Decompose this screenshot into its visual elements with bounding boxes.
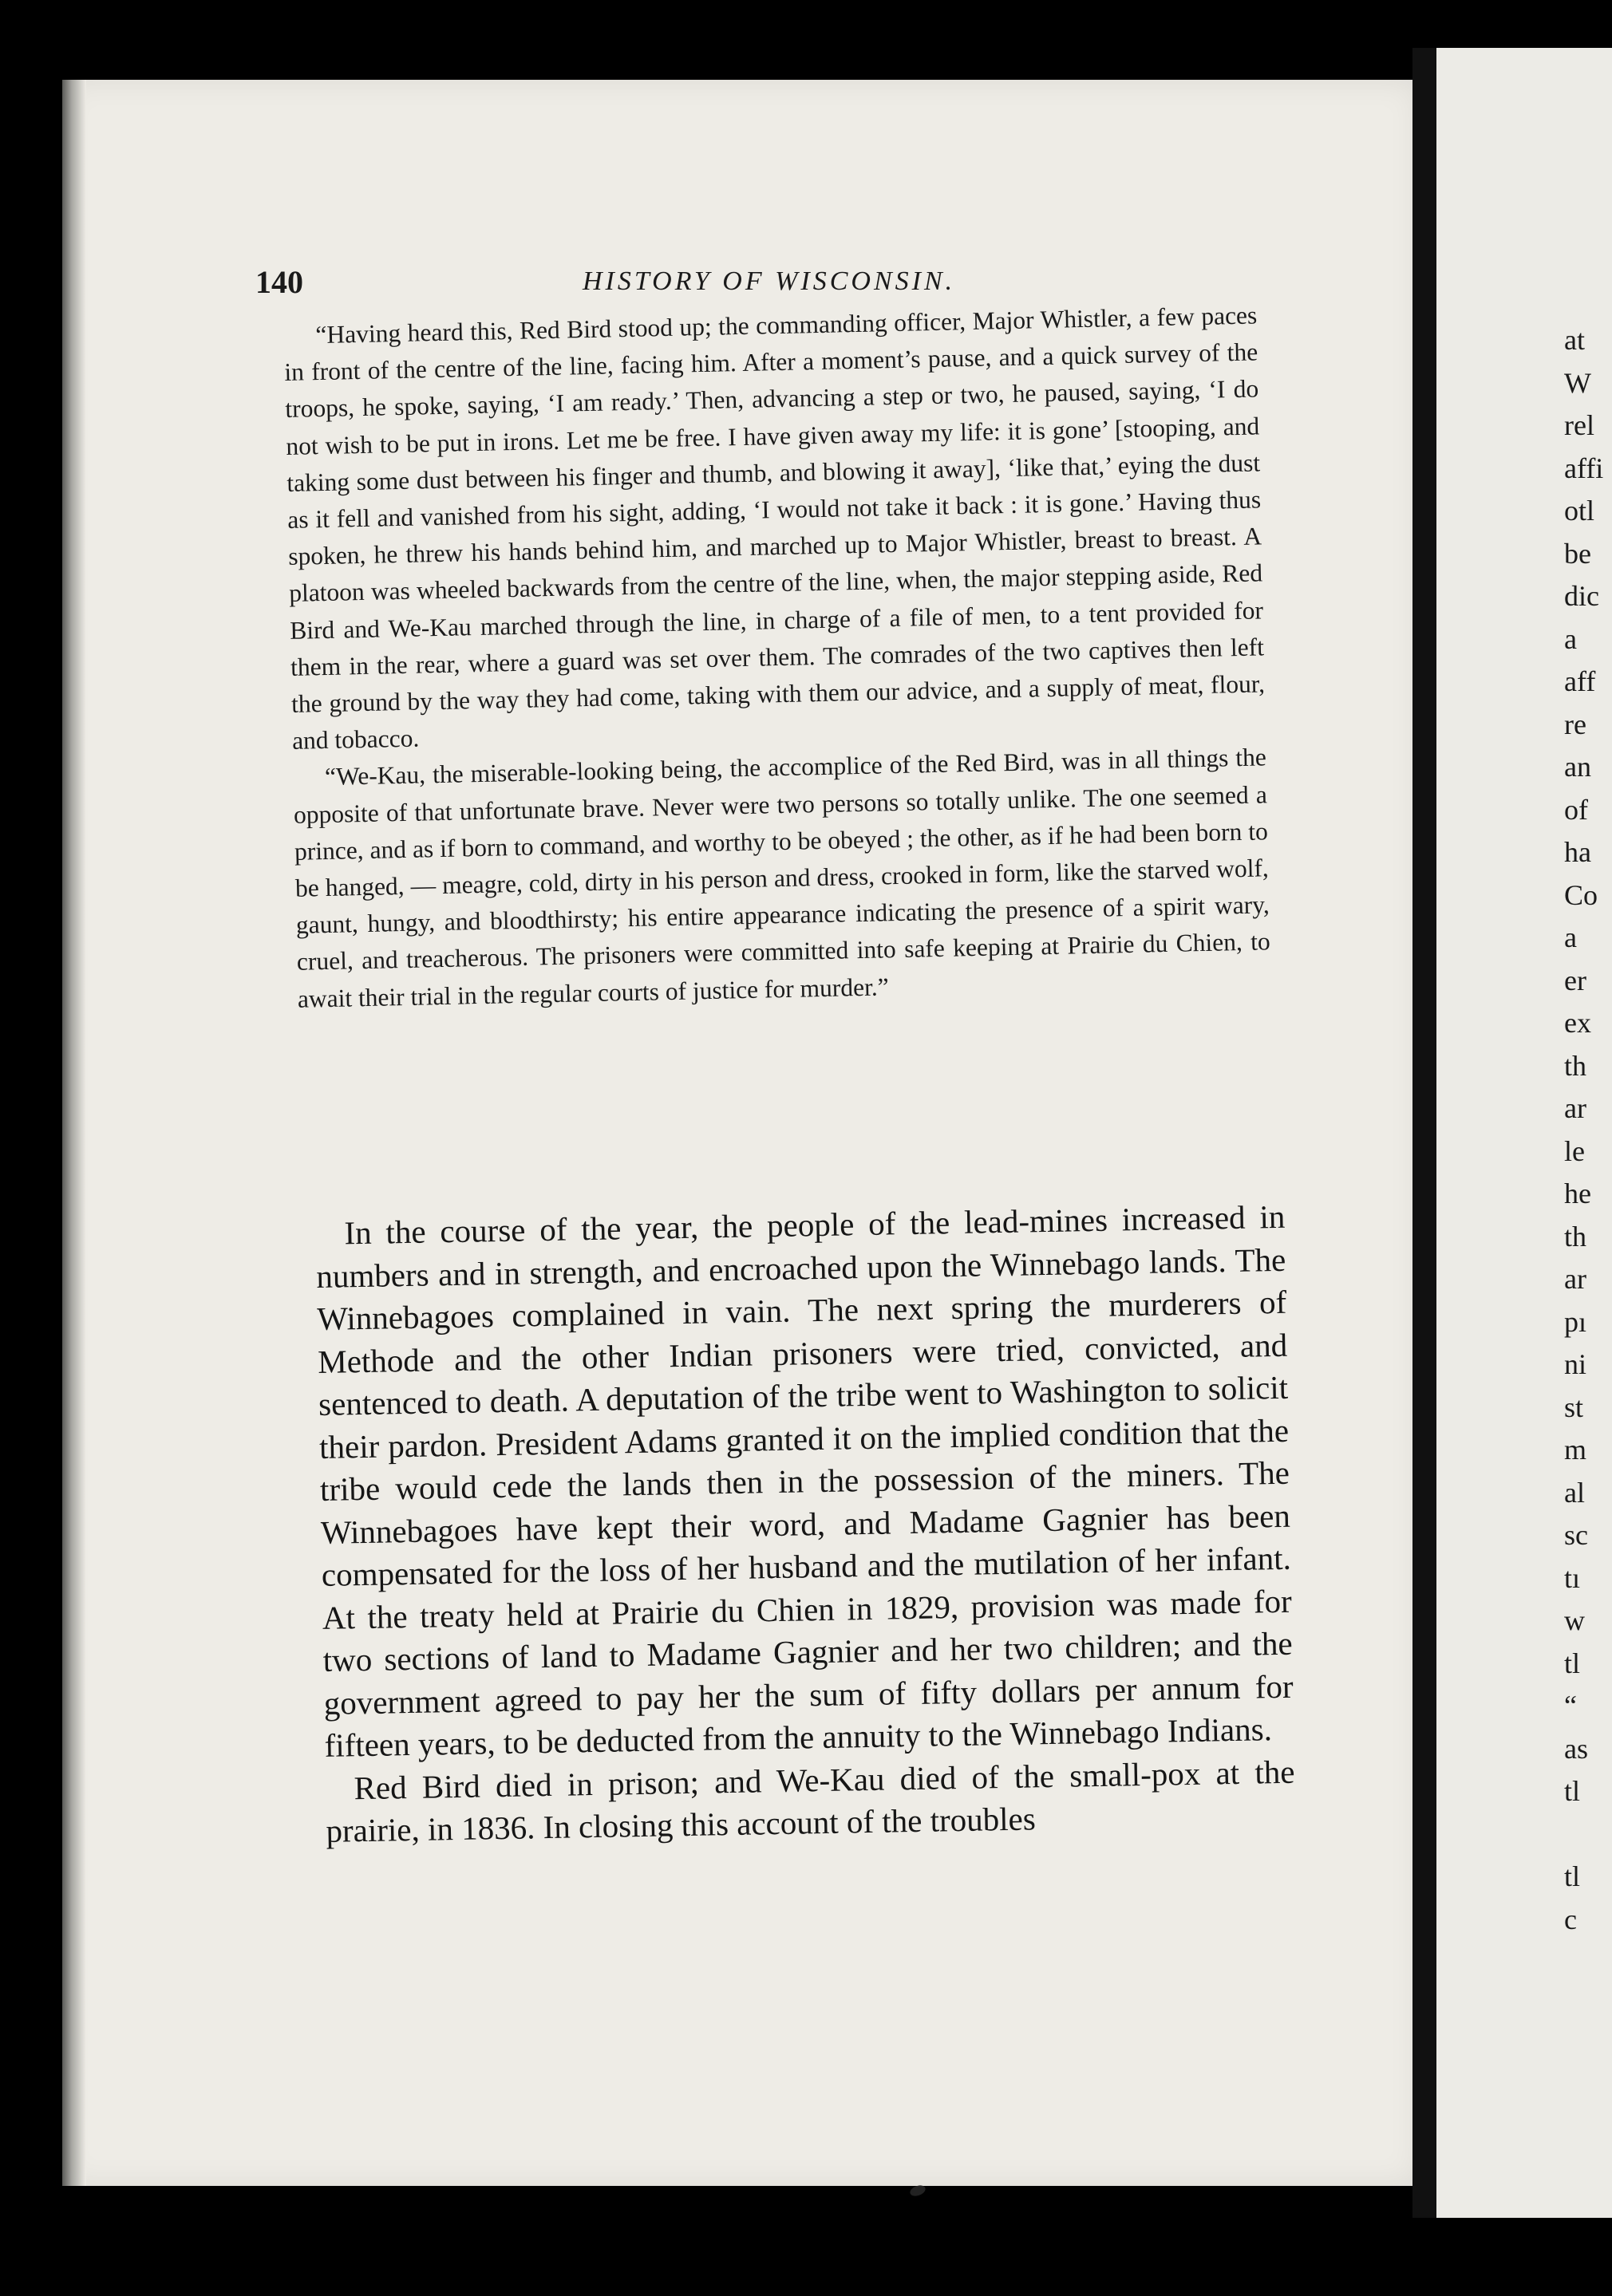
- facing-page-fragment: W: [1564, 366, 1591, 399]
- body-paragraph: Red Bird died in prison; and We-Kau died of the small-pox at the prairie, in 1836. In closing this account of the troubles: [326, 1753, 1295, 1849]
- facing-page-fragment: ar: [1564, 1092, 1586, 1124]
- body-paragraph: In the course of the year, the people of the lead-mines increased in numbers and in strength, and encroached upon the Winnebago lands. The Winnebagoes complained in vain. The next spring the murderers of Methode and the other Indian prisoners were tried, convicted, and sentenced to death. A deputation of the tribe went to Washington to solicit their pardon. President Adams granted it on the implied condition that the tribe would cede the lands then in the possession of the miners. The Winnebagoes have kept their word, and Madame Gagnier has been compensated for the loss of her husband and the mutilation of her infant. At the treaty held at Prairie du Chien in 1829, provision was made for two sections of land to Madame Gagnier and her two children; and the government agreed to pay her the sum of fifty dollars per annum for fifteen years, to be deducted from the annuity to the Winnebago Indians.: [315, 1197, 1294, 1764]
- facing-page-fragment: ex: [1564, 1007, 1591, 1039]
- facing-page-fragment: at: [1564, 324, 1585, 356]
- facing-page-fragment: w: [1564, 1604, 1585, 1636]
- facing-page-fragment: tl: [1564, 1860, 1581, 1892]
- page-number: 140: [255, 264, 303, 300]
- facing-page-fragment: pı: [1564, 1305, 1587, 1338]
- facing-page-fragment: tl: [1564, 1647, 1581, 1679]
- facing-page-fragment: st: [1564, 1391, 1584, 1423]
- facing-page-fragment: as: [1564, 1732, 1588, 1765]
- facing-page-fragment: th: [1564, 1049, 1587, 1082]
- body-text: [315, 1196, 1296, 1853]
- facing-page-fragment: th: [1564, 1220, 1587, 1253]
- facing-page-fragment: [1564, 1813, 1612, 1856]
- facing-page-fragment: al: [1564, 1476, 1585, 1509]
- facing-page-fragment: a: [1564, 921, 1577, 953]
- facing-page-fragment: ni: [1564, 1348, 1587, 1380]
- facing-page-fragment: affi: [1564, 452, 1604, 484]
- facing-page-fragment: “: [1564, 1690, 1577, 1722]
- running-title: HISTORY OF WISCONSIN.: [583, 266, 956, 296]
- facing-page-fragment: re: [1564, 708, 1586, 740]
- facing-page-fragment: be: [1564, 537, 1591, 570]
- facing-page-fragment: aff: [1564, 665, 1596, 697]
- facing-page-fragment: otl: [1564, 495, 1595, 527]
- facing-page-fragment: dic: [1564, 580, 1599, 612]
- facing-page-fragment: Co: [1564, 878, 1598, 911]
- page-edge-shadow: [62, 80, 86, 2186]
- facing-page-text-fragments: [1564, 319, 1612, 1941]
- facing-page-fragment: tl: [1564, 1775, 1581, 1807]
- facing-page-fragment: tı: [1564, 1561, 1581, 1594]
- facing-page-fragment: rel: [1564, 409, 1594, 441]
- quote-paragraph: “We-Kau, the miserable-looking being, the accomplice of the Red Bird, was in all things the opposite of that unfortunate brave. Never were two persons so totally unlike. The one seemed a prince, and as if born to command, and worthy to be obeyed ; the other, as if he had been born to be hanged, — meagre, cold, dirty in his person and dress, crooked in form, like the starved wolf, gaunt, hungy, and bloodthirsty; his entire appearance indicating the presence of a spirit wary, cruel, and treacherous. The prisoners were committed into safe keeping at Prairie du Chien, to await their trial in the regular courts of justice for murder.”: [293, 743, 1271, 1013]
- facing-page-fragment: c: [1564, 1903, 1577, 1935]
- facing-page-fragment: of: [1564, 793, 1588, 826]
- facing-page-fragment: ha: [1564, 836, 1591, 868]
- facing-page-fragment: sc: [1564, 1519, 1588, 1551]
- facing-page-fragment: a: [1564, 622, 1577, 655]
- book-gutter: [1412, 48, 1436, 2218]
- facing-page-fragment: le: [1564, 1134, 1585, 1167]
- facing-page-fragment: he: [1564, 1178, 1591, 1209]
- quote-paragraph: “Having heard this, Red Bird stood up; the commanding officer, Major Whistler, a few paces in front of the centre of the line, facing him. After a moment’s pause, and a quick survey of the troops, he spoke, saying, ‘I am ready.’ Then, advancing a step or two, he paused, saying, ‘I do not wish to be put in irons. Let me be free. I have given away my life: it is gone’ [stooping, and taking some dust between his finger and thumb, and blowing it away], ‘like that,’ eying the dust as it fell and vanished from his sight, adding, ‘I would not take it back : it is gone.’ Having thus spoken, he threw his hands behind him, and marched up to Major Whistler, breast to breast. A platoon was wheeled backwards from the centre of the line, when, the major stepping aside, Red Bird and We-Kau marched through the line, in charge of a file of men, to a tent provided for them in the rear, where a guard was set over them. The comrades of the two captives then left the ground by the way they had come, taking with them our advice, and a supply of meat, flour, and tobacco.: [284, 301, 1266, 755]
- facing-page-fragment: an: [1564, 751, 1591, 783]
- facing-page-fragment: ar: [1564, 1263, 1586, 1295]
- facing-page-fragment: m: [1564, 1434, 1587, 1466]
- block-quote: [283, 297, 1271, 1017]
- facing-page-fragment: er: [1564, 964, 1586, 996]
